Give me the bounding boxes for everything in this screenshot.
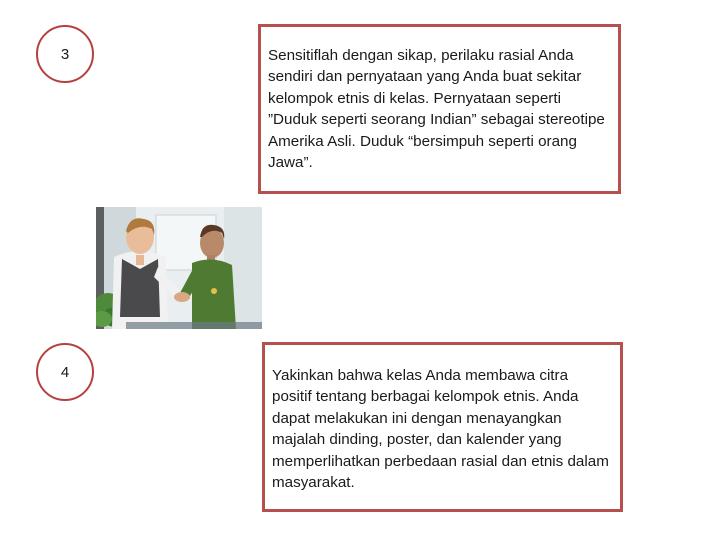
step-number-3 (36, 25, 94, 83)
step-text: Sensitiflah dengan sikap, perilaku rasial Anda sendiri dan pernyataan yang Anda buat sekitar kelompok etnis di kelas. Pernyataan seperti ”Duduk seperti seorang Indian” sebagai stereotipe Amerika Asli. Duduk “bersimpuh seperti orang Jawa”. (268, 47, 605, 172)
illustration-handshake (96, 207, 262, 329)
step-number-label: 4 (60, 363, 70, 381)
step-number-label: 3 (60, 45, 70, 63)
handshake-illustration (96, 207, 262, 329)
step-text: Yakinkan bahwa kelas Anda membawa citra positif tentang berbagai kelompok etnis. Anda dapat melakukan ini dengan menayangkan majalah dinding, poster, dan kalender yang memperlihatkan perbedaan rasial dan etnis dalam masyarakat. (272, 367, 609, 492)
step-text-box-3 (258, 24, 621, 194)
step-text-box-4 (262, 342, 623, 512)
step-number-4 (36, 343, 94, 401)
